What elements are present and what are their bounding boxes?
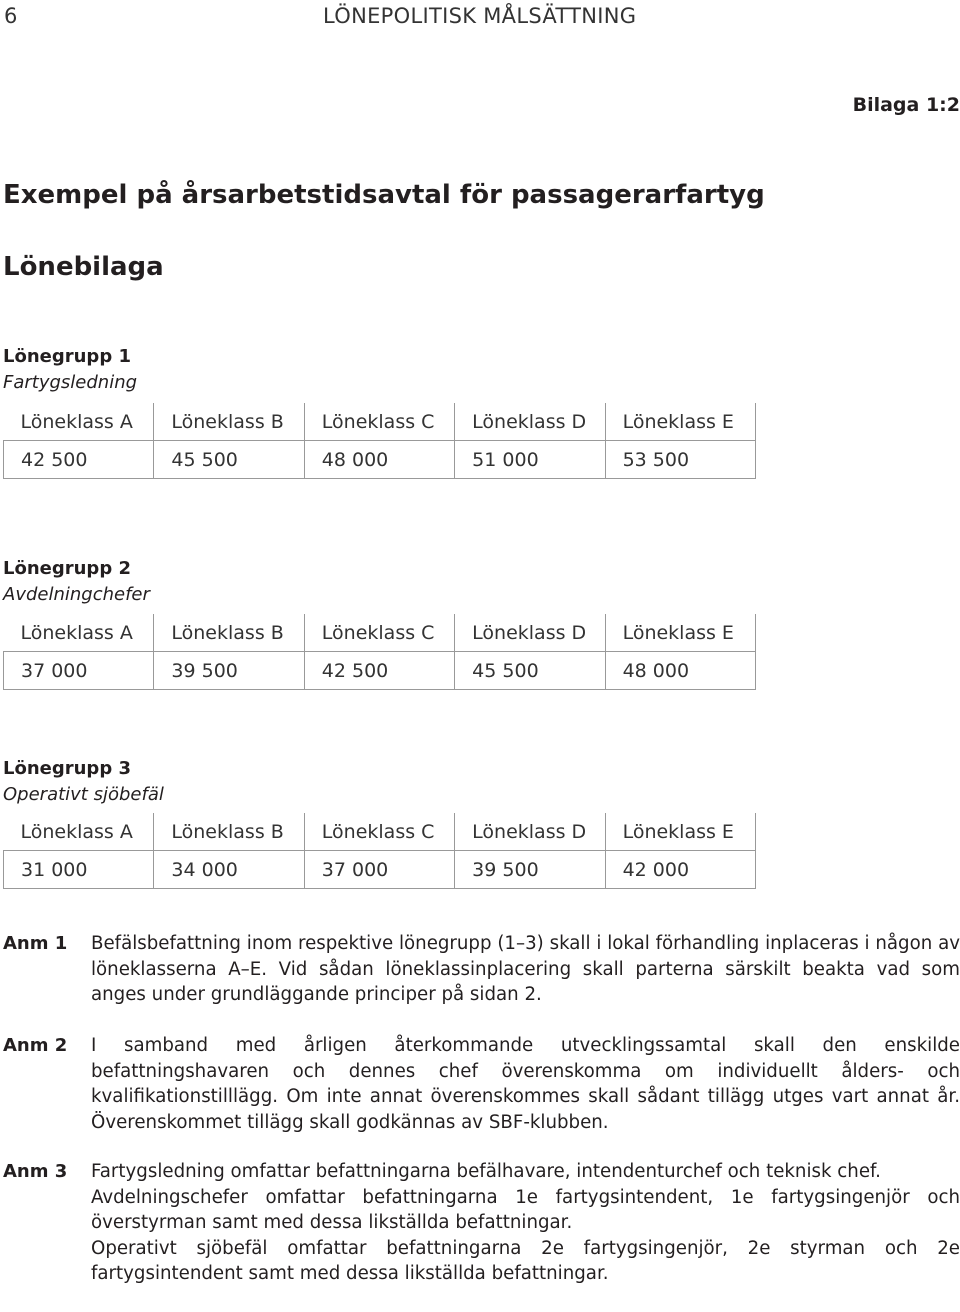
table-header-cell: Löneklass D — [455, 614, 605, 652]
page-subtitle: Lönebilaga — [3, 252, 164, 282]
table-cell: 37 000 — [4, 652, 154, 690]
table-header-row — [4, 614, 756, 652]
table-cell: 42 000 — [605, 851, 755, 889]
table-header-cell: Löneklass A — [4, 813, 154, 851]
wage-table — [3, 403, 756, 479]
table-header-cell: Löneklass B — [154, 403, 304, 441]
note-text — [91, 1033, 960, 1135]
table-cell: 39 500 — [455, 851, 605, 889]
table-row — [4, 652, 756, 690]
table-cell: 39 500 — [154, 652, 304, 690]
note-label: Anm 3 — [3, 1161, 68, 1182]
table-header-cell: Löneklass E — [605, 614, 755, 652]
table-header-cell: Löneklass B — [154, 813, 304, 851]
group-subtitle: Operativt sjöbefäl — [3, 784, 164, 805]
table-cell: 45 500 — [154, 441, 304, 479]
table-header-cell: Löneklass D — [455, 403, 605, 441]
table-cell: 53 500 — [605, 441, 755, 479]
table-cell: 34 000 — [154, 851, 304, 889]
table-header-cell: Löneklass D — [455, 813, 605, 851]
running-header: LÖNEPOLITISK MÅLSÄTTNING — [323, 4, 637, 28]
table-cell: 42 500 — [304, 652, 454, 690]
table-cell: 48 000 — [605, 652, 755, 690]
group-subtitle: Avdelningchefer — [3, 584, 150, 605]
table-header-cell: Löneklass B — [154, 614, 304, 652]
table-cell: 42 500 — [4, 441, 154, 479]
table-header-cell: Löneklass C — [304, 614, 454, 652]
table-header-cell: Löneklass A — [4, 614, 154, 652]
table-header-cell: Löneklass E — [605, 813, 755, 851]
table-cell: 31 000 — [4, 851, 154, 889]
wage-table — [3, 813, 756, 889]
table-row — [4, 441, 756, 479]
note-text — [91, 931, 960, 1008]
note-paragraph: Befälsbefattning inom respektive lönegrupp (1–3) skall i lokal förhandling inplaceras i någon av löneklasserna A–E. Vid sådan löneklassinplacering skall parterna särskilt beakta vad som anges under grundläggande principer på sidan 2. — [91, 933, 960, 1005]
note-label: Anm 1 — [3, 933, 68, 954]
table-cell: 48 000 — [304, 441, 454, 479]
table-row — [4, 851, 756, 889]
table-header-cell: Löneklass E — [605, 403, 755, 441]
group-title: Lönegrupp 1 — [3, 346, 131, 367]
appendix-label: Bilaga 1:2 — [852, 94, 960, 116]
group-title: Lönegrupp 2 — [3, 558, 131, 579]
note-paragraph: I samband med årligen återkommande utvecklingssamtal skall den enskilde befattningshavaren och dennes chef överenskomma om individuellt ålders- och kvalifikationstilllägg. Om inte annat överenskommes skall sådant tillägg utges vart annat år. Överenskommet tillägg skall godkännas av SBF-klubben. — [91, 1035, 960, 1133]
group-subtitle: Fartygsledning — [3, 372, 138, 393]
note-text — [91, 1159, 960, 1287]
group-title: Lönegrupp 3 — [3, 758, 131, 779]
table-cell: 45 500 — [455, 652, 605, 690]
table-header-row — [4, 813, 756, 851]
page-number: 6 — [4, 4, 18, 28]
table-header-cell: Löneklass C — [304, 403, 454, 441]
table-cell: 37 000 — [304, 851, 454, 889]
note-paragraph: Avdelningschefer omfattar befattningarna 1e fartygsintendent, 1e fartygsingenjör och överstyrman samt med dessa likställda befattningar. — [91, 1186, 960, 1233]
note-paragraph: Operativt sjöbefäl omfattar befattningarna 2e fartygsingenjör, 2e styrman och 2e fartygsintendent samt med dessa likställda befattningar. — [91, 1237, 960, 1284]
wage-table — [3, 614, 756, 690]
table-cell: 51 000 — [455, 441, 605, 479]
note-paragraph: Fartygsledning omfattar befattningarna befälhavare, intendenturchef och teknisk chef. — [91, 1161, 881, 1182]
page-title: Exempel på årsarbetstidsavtal för passagerarfartyg — [3, 180, 765, 210]
table-header-cell: Löneklass A — [4, 403, 154, 441]
table-header-cell: Löneklass C — [304, 813, 454, 851]
note-label: Anm 2 — [3, 1035, 68, 1056]
table-header-row — [4, 403, 756, 441]
